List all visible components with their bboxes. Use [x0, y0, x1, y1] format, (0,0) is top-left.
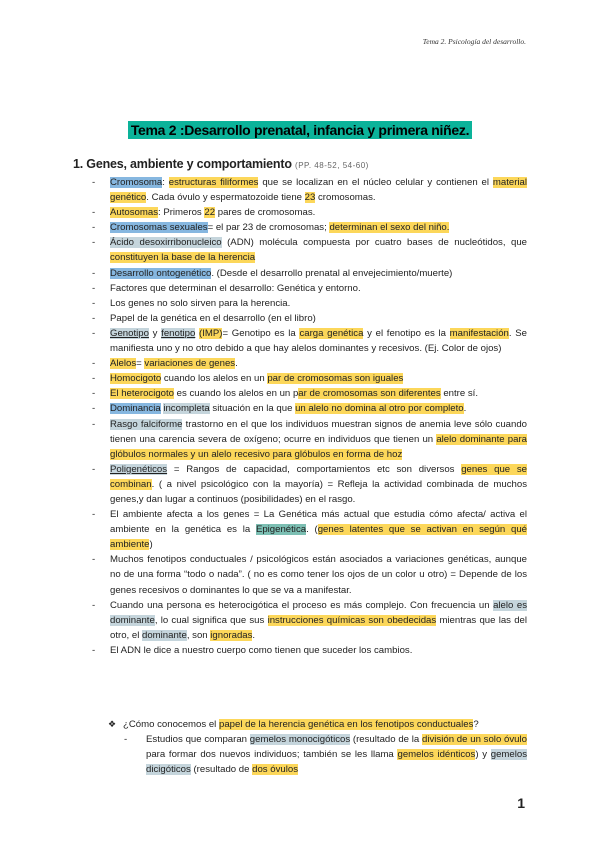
text-run: trastorno en el que los individuos muestran signos de anemia leve sólo cuando tienen una carencia severa de oxígeno; ocurre en individuos que tienen un [110, 418, 528, 445]
section-heading-text: 1. Genes, ambiente y comportamiento [73, 157, 292, 171]
section-heading [73, 157, 369, 171]
list-item [92, 401, 527, 416]
highlighted-text: genes que se combinan [110, 463, 528, 490]
highlighted-text: Epigenética [255, 524, 307, 536]
text-run: que se localizan en el núcleo celular y contienen el [258, 177, 493, 188]
text-run: entre sí. [440, 388, 478, 400]
text-run: : [162, 177, 169, 188]
highlighted-text: 23 [304, 192, 316, 204]
highlighted-text: 22 [204, 207, 216, 219]
list-item [92, 371, 527, 386]
highlighted-text: Desarrollo ontogenético [110, 267, 212, 279]
highlighted-text: Cromosomas sexuales [110, 222, 208, 234]
highlighted-text: instrucciones químicas son obedecidas [267, 614, 437, 626]
question-text [123, 717, 528, 732]
text-run: El ambiente afecta a los genes = La Genética más actual que estudia cómo afecta/ activa el ambiente en la genética es la [110, 509, 527, 536]
diamond-bullet-icon: ❖ [108, 719, 117, 729]
text-run: (ADN) molécula compuesta por cuatro bases de nucleótidos, que [221, 237, 528, 249]
text-run: = Rangos de capacidad, comportamientos etc son diversos [167, 463, 462, 475]
highlighted-text: Cromosoma [110, 177, 163, 188]
text-run: situación en la que [209, 403, 296, 415]
text-run: = Genotipo es la [222, 327, 300, 339]
list-item [92, 296, 527, 311]
highlighted-text: dos óvulos [252, 764, 299, 776]
page-number: 1 [517, 795, 525, 811]
list-item [92, 356, 527, 371]
text-run: Cuando una persona es heterocigótica el proceso es más complejo. Con frecuencia un [110, 599, 494, 611]
list-item [92, 235, 527, 265]
list-item [92, 643, 527, 658]
highlighted-text: El heterocigoto [110, 388, 174, 400]
list-item [92, 326, 527, 356]
text-run: Factores que determinan el desarrollo: Genética y entorno. [110, 282, 361, 294]
highlighted-text: Dominancia [110, 403, 161, 415]
highlighted-text: papel de la herencia genética en los fenotipos conductuales [218, 719, 474, 730]
sub-bullet-list [124, 732, 527, 777]
highlighted-text: Autosomas [110, 207, 158, 219]
highlighted-text: dominante [142, 629, 187, 641]
highlighted-text: alelo dominante para glóbulos normales y un alelo recesivo para glóbulos en forma de hoz [110, 433, 528, 460]
question-item [108, 717, 528, 732]
list-item [92, 281, 527, 296]
text-run: para formar dos nuevos individuos; también se les llama [146, 749, 398, 761]
highlighted-text: fenotipo [161, 327, 196, 339]
text-run: (resultado de [190, 764, 253, 776]
text-run: ? [473, 719, 479, 730]
text-run: . Cada óvulo y espermatozoide tiene [146, 192, 305, 204]
text-run: = [136, 358, 145, 370]
text-run: es cuando los alelos en un p [174, 388, 299, 400]
text-run: . ( a nivel psicológico con la mayoría) = Refleja la actividad combinada de muchos genes,y dan lugar a continuos (posibilidades) en el rasgo. [110, 478, 527, 505]
list-item [92, 266, 527, 281]
text-run: pares de cromosomas. [215, 207, 316, 219]
text-run: cromosomas. [315, 192, 376, 204]
text-run: . (Desde el desarrollo prenatal al envejecimiento/muerte) [211, 267, 453, 279]
highlighted-text: (IMP) [199, 327, 223, 339]
highlighted-text: Alelos [110, 358, 137, 370]
text-run: , lo cual significa que sus [154, 614, 268, 626]
text-run: cuando los alelos en un [161, 373, 268, 385]
bullet-list [92, 175, 527, 658]
highlighted-text: ar de cromosomas son diferentes [298, 388, 441, 400]
list-item [92, 386, 527, 401]
list-item [92, 598, 527, 643]
list-item [92, 311, 527, 326]
highlighted-text: gemelos dicigóticos [146, 749, 527, 776]
highlighted-text: genes latentes que se activan en según qué ambiente [110, 524, 527, 551]
text-run: y el fenotipo es la [363, 327, 450, 339]
highlighted-text: Ácido desoxirribonucleico [110, 237, 222, 249]
highlighted-text: Genotipo [110, 327, 149, 339]
text-run: = el par 23 de cromosomas; [207, 222, 330, 234]
highlighted-text: un alelo no domina al otro por completo [295, 403, 464, 415]
highlighted-text: división de un solo óvulo [422, 734, 527, 745]
highlighted-text: estructuras filiformes [168, 177, 259, 188]
running-header: Tema 2. Psicología del desarrollo. [422, 37, 526, 46]
list-item [92, 462, 527, 507]
text-run: y [148, 327, 162, 339]
text-run: , son [186, 629, 211, 641]
text-run: mientras que las del otro, el [110, 614, 528, 641]
highlighted-text: alelo es dominante [110, 599, 527, 626]
highlighted-text: ignoradas [210, 629, 253, 641]
text-run: . [235, 358, 238, 370]
page-title: Tema 2 :Desarrollo prenatal, infancia y primera niñez. [128, 121, 472, 139]
section-page-ref: (PP. 48-52, 54-60) [295, 161, 369, 170]
text-run: (resultado de la [350, 734, 423, 745]
list-item [92, 552, 527, 597]
list-item [92, 507, 527, 552]
text-run: ) y [475, 749, 491, 761]
highlighted-text: Rasgo falciforme [110, 418, 183, 430]
list-item [92, 417, 527, 462]
text-run: Los genes no solo sirven para la herencia. [110, 297, 291, 309]
highlighted-text: gemelos monocigóticos [249, 734, 351, 745]
highlighted-text: variaciones de genes [144, 358, 236, 370]
sub-list-item [124, 732, 527, 777]
text-run: Muchos fenotipos conductuales / psicológicos están asociados a variaciones genéticas, aunque no de una forma “todo o nada”. ( no es como tener los ojos de un color u otro) = Depende de los genes recesivos o dominantes lo que se va a manifestar. [110, 554, 527, 596]
list-item [92, 175, 527, 205]
text-run: . [252, 629, 256, 641]
text-run: Papel de la genética en el desarrollo (en el libro) [110, 312, 316, 324]
title-wrap [0, 121, 600, 140]
text-run: . [463, 403, 467, 415]
highlighted-text: determinan el sexo del niño. [329, 222, 450, 234]
text-run: . ( [306, 524, 318, 536]
list-item [92, 205, 527, 220]
highlighted-text: carga genética [299, 327, 364, 339]
text-run: . Se manifiesta uno y no otro debido a que hay alelos dominantes y recesivos. (Ej. Color de ojos) [110, 327, 527, 355]
highlighted-text: material genético [110, 177, 527, 204]
text-run: Estudios que comparan [146, 734, 250, 745]
highlighted-text: gemelos idénticos [397, 749, 476, 761]
highlighted-text: incompleta [163, 403, 210, 415]
text-run: ) [149, 539, 153, 551]
highlighted-text: constituyen la base de la herencia [110, 252, 256, 264]
highlighted-text: Homocigoto [110, 373, 162, 385]
list-item [92, 220, 527, 235]
highlighted-text: Poligenéticos [110, 463, 168, 475]
highlighted-text: manifestación [449, 327, 509, 339]
text-run: ¿Cómo conocemos el [123, 719, 219, 730]
text-run: : Primeros [158, 207, 205, 219]
text-run: El ADN le dice a nuestro cuerpo como tienen que suceder los cambios. [110, 644, 413, 656]
highlighted-text: par de cromosomas son iguales [267, 373, 404, 385]
